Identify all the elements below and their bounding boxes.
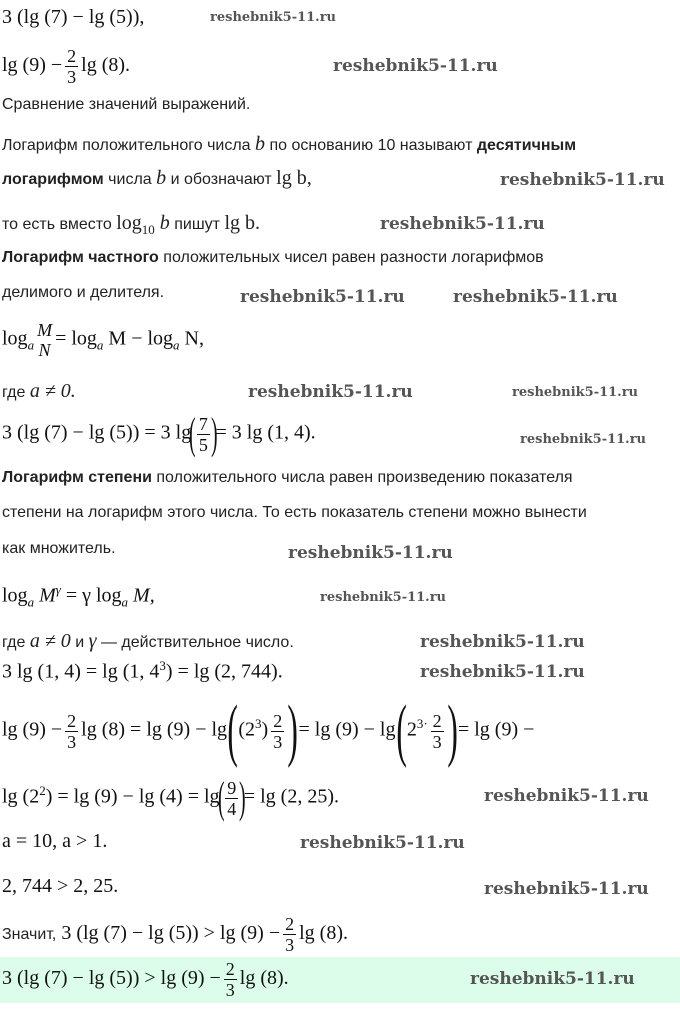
text-compare: Сравнение значений выражений.	[2, 96, 251, 113]
watermark: reshebnik5-11.ru	[380, 214, 545, 234]
formula-compare: 2, 744 > 2, 25.	[2, 875, 119, 897]
formula-step-1: 3 (lg (7) − lg (5)) = 3 lg( $\frac{7}{5}$ )= 3 lg (1, 4).	[2, 409, 316, 458]
watermark: reshebnik5-11.ru	[248, 382, 413, 402]
expr-2: lg (9) − $\frac{2}{3}$ lg (8).	[2, 46, 131, 87]
formula-base: a = 10, a > 1.	[2, 830, 108, 852]
watermark: reshebnik5-11.ru	[470, 969, 635, 989]
formula-step-4: $\lg (2^2) = \lg (9) - \lg (4) = \lg$( $\frac{9}{4}$ )= lg (2, 25).	[2, 773, 339, 822]
expr-1: 3 (lg (7) − lg (5)),	[2, 6, 145, 28]
watermark: reshebnik5-11.ru	[210, 10, 337, 25]
formula-step-3: lg (9) − $\frac{2}{3}$ $\lg (8) = \lg (9) - \lg((2^3)$ $\frac{2}{3}$ )= $\lg (9) - \lg(2^{3\cdot}$ $\frac{2}{3}$ )= lg (9) −	[2, 692, 535, 769]
text-power-rule-2: степени на логарифм этого числа. То есть показатель степени можно вынести	[2, 504, 587, 521]
watermark: reshebnik5-11.ru	[333, 56, 498, 76]
watermark: reshebnik5-11.ru	[240, 287, 405, 307]
watermark: reshebnik5-11.ru	[420, 632, 585, 652]
watermark: reshebnik5-11.ru	[520, 432, 647, 447]
text-condition-2: где a ≠ 0 и γ — действительное число.	[2, 630, 294, 652]
watermark: reshebnik5-11.ru	[453, 287, 618, 307]
text-quotient-rule: Логарифм частного положительных чисел равен разности логарифмов	[2, 249, 544, 266]
watermark: reshebnik5-11.ru	[300, 833, 465, 853]
text-condition: где a ≠ 0.	[2, 380, 76, 402]
watermark: reshebnik5-11.ru	[420, 662, 585, 682]
conclusion: Значит, 3 (lg (7) − lg (5)) > lg (9) − $\frac{2}{3}$ lg (8).	[2, 914, 349, 955]
watermark: reshebnik5-11.ru	[512, 385, 639, 400]
text-power-rule-3: как множитель.	[2, 540, 116, 557]
formula-quotient: $\log_a$ M N = $\log_a M - \log_a N$,	[2, 320, 204, 360]
text-def-2: логарифмом числа b и обозначают lg b,	[2, 167, 312, 189]
text-quotient-rule-2: делимого и делителя.	[2, 284, 165, 301]
formula-step-2: 3 lg (1, 4) = lg (1, $4^3) = \lg (2$, 744).	[2, 658, 283, 683]
watermark: reshebnik5-11.ru	[320, 590, 447, 605]
formula-power: $\log_a M^\gamma = \gamma$ $\log_a M$,	[2, 582, 155, 610]
watermark: reshebnik5-11.ru	[484, 786, 649, 806]
text-def-3: то есть вместо $\log_{10} b$ пишут lg b.	[2, 212, 261, 237]
watermark: reshebnik5-11.ru	[288, 543, 453, 563]
answer: 3 (lg (7) − lg (5)) > lg (9) − $\frac{2}{3}$ lg (8).	[2, 959, 289, 1000]
text-def-1: Логарифм положительного числа b по основанию 10 называют десятичным	[2, 133, 577, 155]
text-power-rule: Логарифм степени положительного числа равен произведению показателя	[2, 469, 573, 486]
watermark: reshebnik5-11.ru	[484, 879, 649, 899]
watermark: reshebnik5-11.ru	[500, 170, 665, 190]
